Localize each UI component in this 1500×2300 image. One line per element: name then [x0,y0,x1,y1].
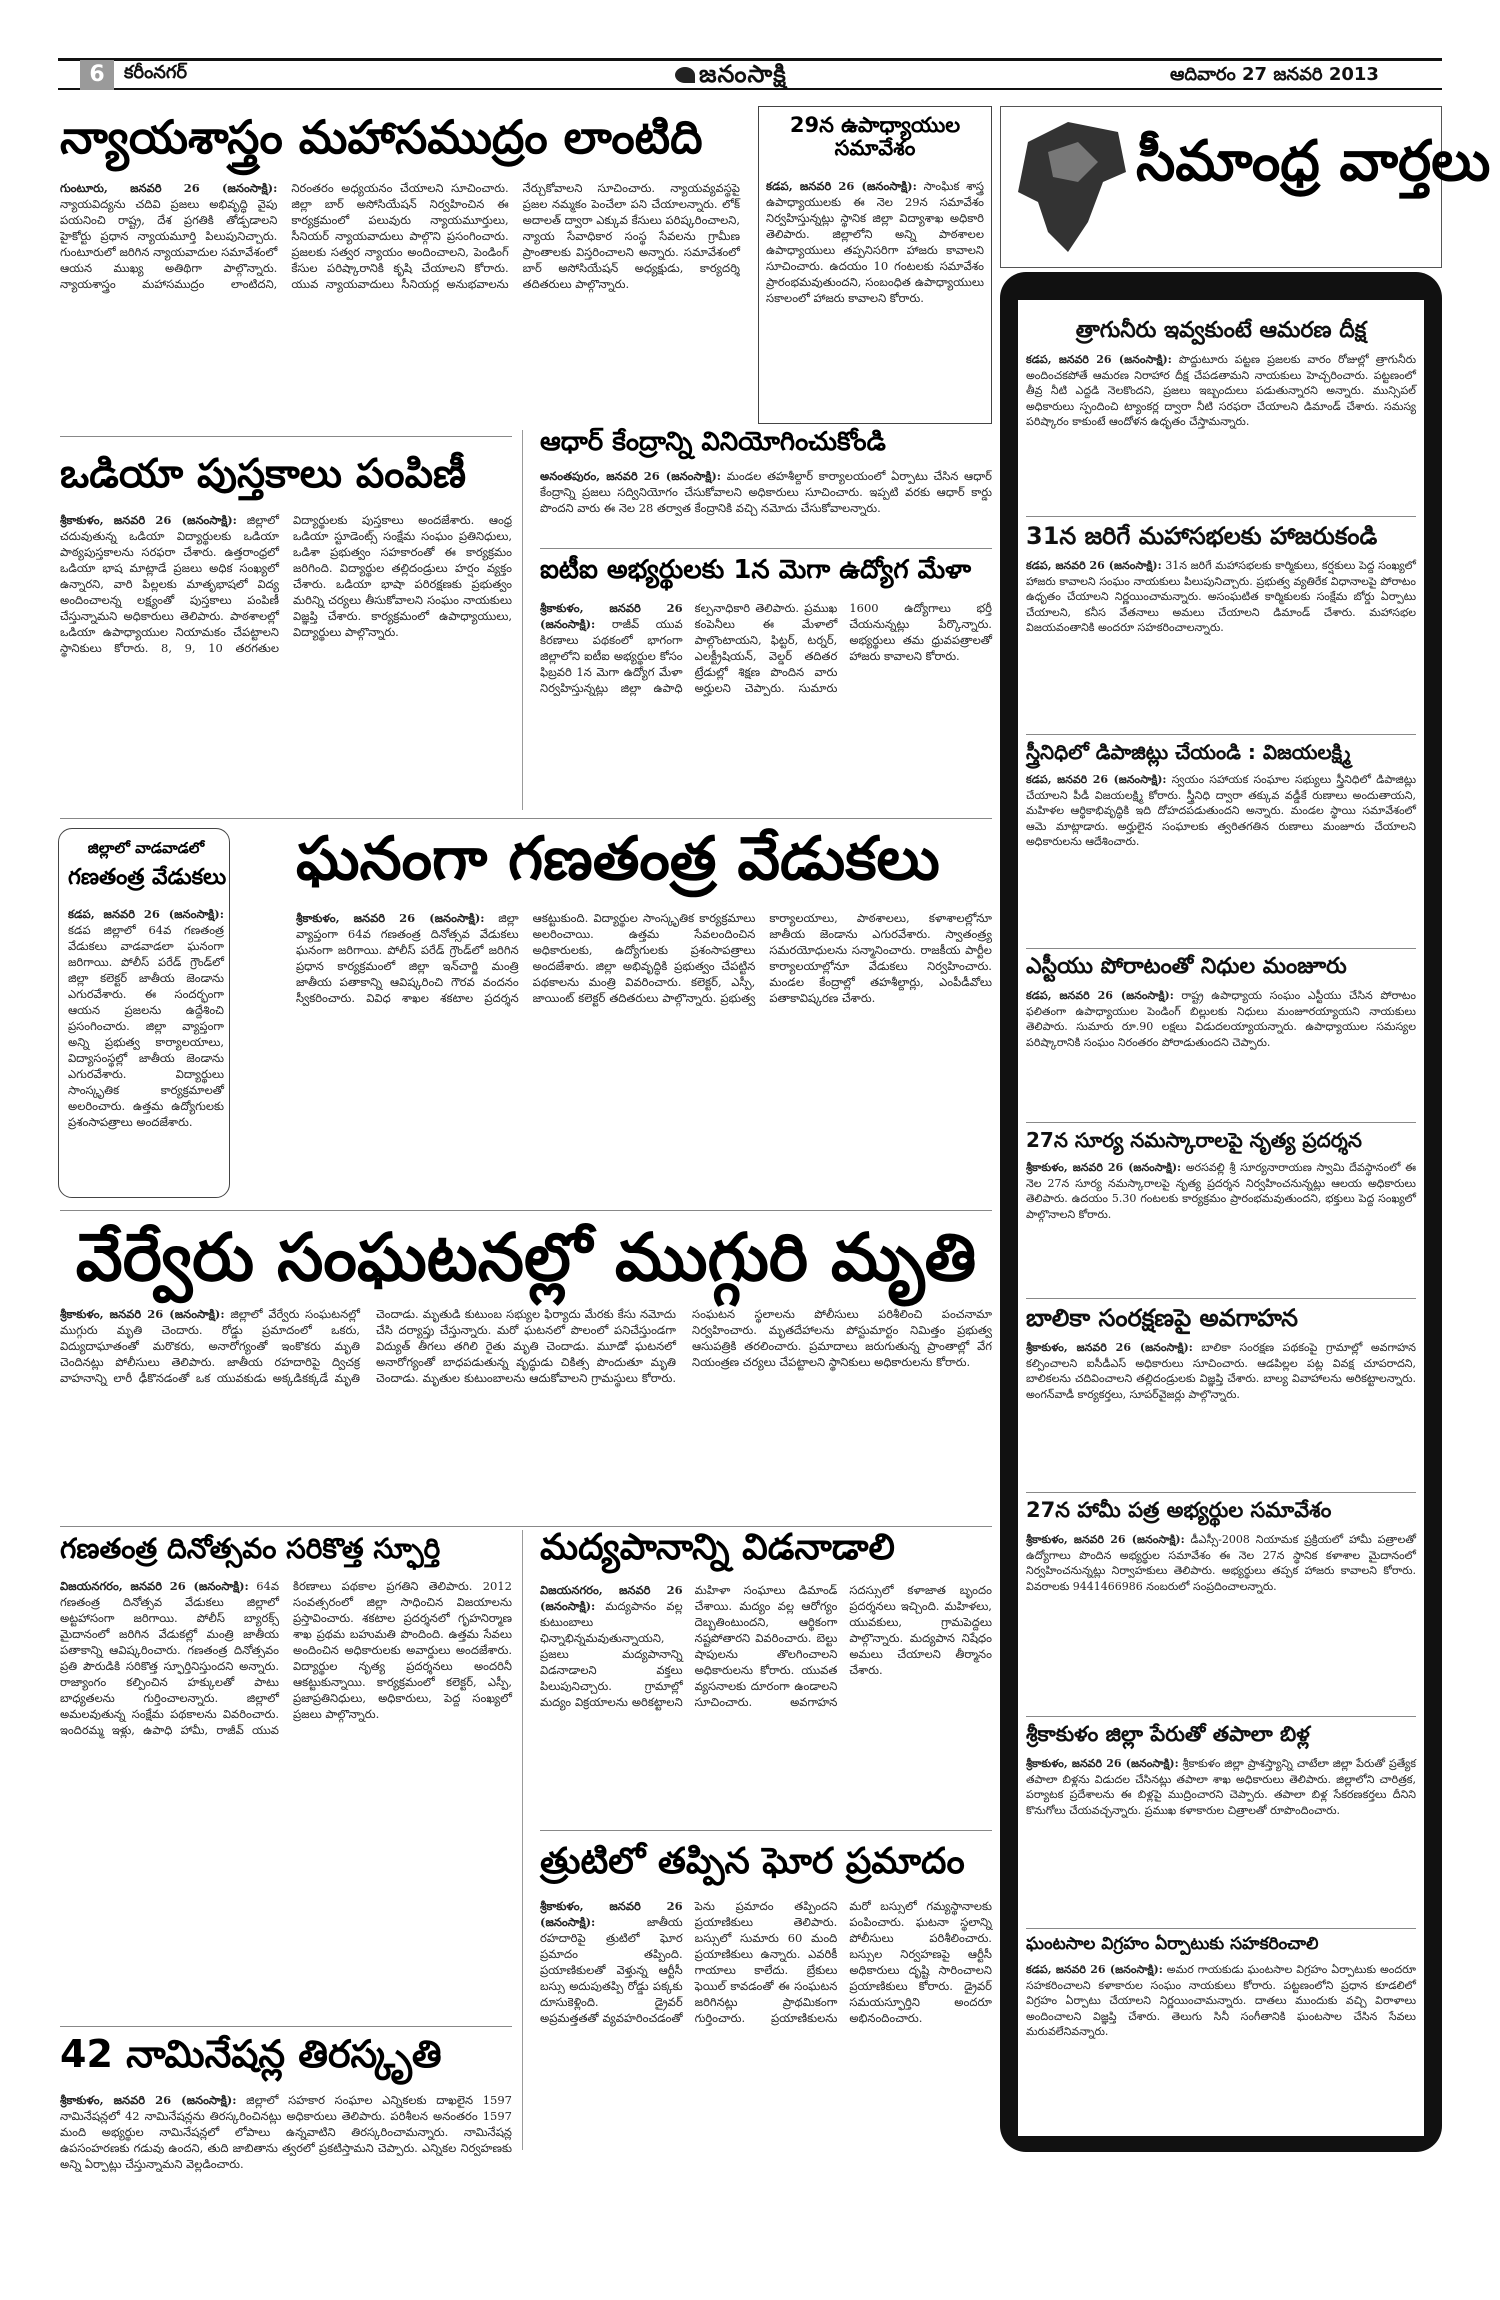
r4-dateline: కడప, జనవరి 26 (జనంసాక్షి): [1026,989,1174,1002]
a9-text: 64వ గణతంత్ర దినోత్సవ వేడుకలు జిల్లాలో అట్టహాసంగా జరిగాయి. పోలీస్ బ్యారక్స్ మైదానంలో జరిగిన వేడుకల్లో మంత్రి జాతీయ పతాకాన్ని ఆవిష్కరించారు. గణతంత్ర దినోత్సవం ప్రతి పౌరుడికి సరికొత్త స్ఫూర్తినిస్తుందని అన్నారు. రాజ్యాంగం కల్పించిన హక్కులతో పాటు బాధ్యతలను గుర్తించాలన్నారు. జిల్లాలో అమలవుతున్న సంక్షేమ పథకాలను వివరించారు. ఇందిరమ్మ ఇళ్లు, ఉపాధి హామీ, రాజీవ్ యువ కిరణాలు పథకాల ప్రగతిని తెలిపారు. 2012 సంవత్సరంలో జిల్లా సాధించిన విజయాలను ప్రస్తావించారు. శకటాల ప్రదర్శనలో గృహనిర్మాణ శాఖ ప్రథమ బహుమతి పొందింది. ఉత్తమ సేవలు అందించిన అధికారులకు అవార్డులు అందజేశారు. విద్యార్థుల నృత్య ప్రదర్శనలు అందరినీ ఆకట్టుకున్నాయి. కార్యక్రమంలో కలెక్టర్, ఎస్పీ, ప్రజాప్రతినిధులు, అధికారులు, పెద్ద సంఖ్యలో ప్రజలు పాల్గొన్నారు. [60,1579,512,1737]
a7-box-title: జిల్లాలో వాడవాడలో [87,839,205,857]
r8-body [1026,1756,1416,1924]
a8-body [60,1306,992,1522]
r8-headline: శ్రీకాకుళం జిల్లా పేరుతో తపాలా బిళ్ల [1026,1722,1310,1746]
a12-headline: 42 నామినేషన్ల తిరస్కృతి [60,2032,442,2076]
edition-name: కరీంనగర్ [124,62,187,83]
r5-body [1026,1160,1416,1292]
a4-body [540,468,992,540]
a11-body [540,1898,992,2150]
r1-headline: త్రాగునీరు ఇవ్వకుంటే ఆమరణ దీక్ష [1075,318,1367,343]
a1-dateline: గుంటూరు, జనవరి 26 (జనంసాక్షి): [60,181,278,195]
r2-headline: 31న జరిగే మహాసభలకు హాజరుకండి [1026,522,1378,550]
a1-headline: న్యాయశాస్త్రం మహాసముద్రం లాంటిది [60,110,703,164]
a10-body [540,1582,992,1822]
a7-dateline: కడప, జనవరి 26 (జనంసాక్షి): [68,907,224,921]
a5-text: రాజీవ్ యువ కిరణాలు పథకంలో భాగంగా జిల్లాలోని ఐటీఐ అభ్యర్థుల కోసం ఫిబ్రవరి 1న మెగా ఉద్యోగ మేళా నిర్వహిస్తున్నట్లు జిల్లా ఉపాధి కల్పనాధికారి తెలిపారు. ప్రముఖ కంపెనీలు ఈ మేళాలో పాల్గొంటాయని, ఫిట్టర్, టర్నర్, ఎలక్ట్రీషియన్, వెల్డర్ తదితర ట్రేడుల్లో శిక్షణ పొందిన వారు అర్హులని చెప్పారు. సుమారు 1600 ఉద్యోగాలు భర్తీ చేయనున్నట్లు పేర్కొన్నారు. అభ్యర్థులు తమ ధ్రువపత్రాలతో హాజరు కావాలని కోరారు. [540,601,992,695]
r3-text: స్వయం సహాయక సంఘాల సభ్యులు స్త్రీనిధిలో డిపాజిట్లు చేయాలని పీడీ విజయలక్ష్మి కోరారు. స్త్రీనిధి ద్వారా తక్కువ వడ్డీకే రుణాలు అందుతాయని, మహిళల ఆర్థికాభివృద్ధికి ఇది దోహదపడుతుందని అన్నారు. మండల స్థాయి సమావేశంలో ఆమె మాట్లాడారు. అర్హులైన సంఘాలకు త్వరితగతిన రుణాలు మంజూరు చేయాలని అధికారులను ఆదేశించారు. [1026,773,1417,848]
r6-body [1026,1340,1416,1488]
logo-icon [675,67,695,83]
r4-text: రాష్ట్ర ఉపాధ్యాయ సంఘం ఎస్టీయు చేసిన పోరాటం ఫలితంగా ఉపాధ్యాయుల పెండింగ్ బిల్లులకు నిధులు మంజూరయ్యాయని నాయకులు తెలిపారు. సుమారు రూ.90 లక్షలు విడుదలయ్యాయన్నారు. ఉపాధ్యాయుల సమస్యల పరిష్కారానికి సంఘం నిరంతరం పోరాడుతుందని చెప్పారు. [1026,989,1416,1049]
a8-dateline: శ్రీకాకుళం, జనవరి 26 (జనంసాక్షి): [60,1307,225,1321]
a6-body [296,910,992,1200]
r6-headline: బాలికా సంరక్షణపై అవగాహన [1026,1304,1299,1332]
a9-body [60,1578,512,2018]
r9-dateline: కడప, జనవరి 26 (జనంసాక్షి): [1026,1963,1163,1976]
a3-dateline: శ్రీకాకుళం, జనవరి 26 (జనంసాక్షి): [60,513,237,527]
divider [1026,1492,1416,1493]
a12-dateline: శ్రీకాకుళం, జనవరి 26 (జనంసాక్షి): [60,2093,237,2107]
a6-dateline: శ్రీకాకుళం, జనవరి 26 (జనంసాక్షి): [296,911,485,925]
a5-body [540,600,992,810]
a10-headline: మద్యపానాన్ని విడనాడాలి [540,1527,895,1568]
r2-text: 31న జరిగే మహాసభలకు కార్మికులు, కర్షకులు పెద్ద సంఖ్యలో హాజరు కావాలని సంఘం నాయకులు పిలుపునిచ్చారు. ప్రభుత్వ వ్యతిరేక విధానాలపై పోరాటం ఉధృతం చేయాలని నిర్ణయించామన్నారు. అసంఘటిత కార్మికులకు సంక్షేమ బోర్డు ఏర్పాటు చేయాలని, కనీస వేతనాలు అమలు చేయాలని డిమాండ్ చేశారు. మహాసభల విజయవంతానికి అందరూ సహకరించాలన్నారు. [1026,559,1417,634]
r3-dateline: కడప, జనవరి 26 (జనంసాక్షి): [1026,773,1167,786]
divider [522,1530,523,2150]
a11-headline: త్రుటిలో తప్పిన ఘోర ప్రమాదం [540,1841,965,1882]
r1-dateline: కడప, జనవరి 26 (జనంసాక్షి): [1026,353,1172,366]
divider [1026,948,1416,949]
r3-body [1026,772,1416,944]
a8-text: జిల్లాలో వేర్వేరు సంఘటనల్లో ముగ్గురు మృతి చెందారు. రోడ్డు ప్రమాదంలో ఒకరు, విద్యుదాఘాతంతో మరొకరు, అనారోగ్యంతో ఇంకొకరు మృతి చెందినట్లు పోలీసులు తెలిపారు. జాతీయ రహదారిపై ద్విచక్ర వాహనాన్ని లారీ ఢీకొనడంతో ఒక యువకుడు అక్కడికక్కడే మృతి చెందాడు. మృతుడి కుటుంబ సభ్యుల ఫిర్యాదు మేరకు కేసు నమోదు చేసి దర్యాప్తు చేస్తున్నారు. మరో ఘటనలో పొలంలో పనిచేస్తుండగా విద్యుత్ తీగలు తగిలి రైతు మృతి చెందాడు. మూడో ఘటనలో అనారోగ్యంతో బాధపడుతున్న వృద్ధుడు చికిత్స పొందుతూ మృతి చెందాడు. మృతుల కుటుంబాలను ఆదుకోవాలని గ్రామస్థులు కోరారు. సంఘటన స్థలాలను పోలీసులు పరిశీలించి పంచనామా నిర్వహించారు. మృతదేహాలను పోస్టుమార్టం నిమిత్తం ప్రభుత్వ ఆసుపత్రికి తరలించారు. ప్రమాదాలు జరుగుతున్న ప్రాంతాల్లో వేగ నియంత్రణ చర్యలు చేపట్టాలని స్థానికులు అధికారులను కోరారు. [60,1307,992,1385]
divider [1026,1716,1416,1717]
r8-text: శ్రీకాకుళం జిల్లా ప్రాశస్త్యాన్ని చాటేలా జిల్లా పేరుతో ప్రత్యేక తపాలా బిళ్లను విడుదల చేసినట్లు తపాలా శాఖ అధికారులు తెలిపారు. జిల్లాలోని చారిత్రక, పర్యాటక ప్రదేశాలను ఈ బిళ్లపై ముద్రించారని చెప్పారు. తపాలా బిళ్ల సేకరణకర్తలు దీనిని కొనుగోలు చేయవచ్చన్నారు. ప్రముఖ కళాకారుల చిత్రాలతో రూపొందించారు. [1026,1757,1416,1817]
a4-dateline: అనంతపురం, జనవరి 26 (జనంసాక్షి): [540,469,722,483]
r5-dateline: శ్రీకాకుళం, జనవరి 26 (జనంసాక్షి): [1026,1161,1182,1174]
a2-headline: 29న ఉపాధ్యాయుల సమావేశం [789,113,961,161]
a1-body [60,180,740,430]
divider [1026,1122,1416,1123]
r9-text: అమర గాయకుడు ఘంటసాల విగ్రహం ఏర్పాటుకు అందరూ సహకరించాలని కళాకారుల సంఘం నాయకులు కోరారు. పట్టణంలోని ప్రధాన కూడలిలో విగ్రహం ఏర్పాటు చేయాలని నిర్ణయించామన్నారు. దాతలు ముందుకు వచ్చి విరాళాలు అందించాలని విజ్ఞప్తి చేశారు. తెలుగు సినీ సంగీతానికి ఘంటసాల చేసిన సేవలు మరువలేనివన్నారు. [1026,1963,1416,2038]
section-title: సీమాంధ్ర వార్తలు [1136,128,1491,194]
a7-text: కడప జిల్లాలో 64వ గణతంత్ర వేడుకలు వాడవాడలా ఘనంగా జరిగాయి. పోలీస్ పరేడ్ గ్రౌండ్‌లో జిల్లా కలెక్టర్ జాతీయ జెండాను ఎగురవేశారు. ఈ సందర్భంగా ఆయన ప్రజలను ఉద్దేశించి ప్రసంగించారు. జిల్లా వ్యాప్తంగా అన్ని ప్రభుత్వ కార్యాలయాలు, విద్యాసంస్థల్లో జాతీయ జెండాను ఎగురవేశారు. విద్యార్థులు సాంస్కృతిక కార్యక్రమాలతో అలరించారు. ఉత్తమ ఉద్యోగులకు ప్రశంసాపత్రాలు అందజేశారు. [68,923,224,1129]
r7-text: డీఎస్సీ-2008 నియామక ప్రక్రియలో హామీ పత్రాలతో ఉద్యోగాలు పొందిన అభ్యర్థుల సమావేశం ఈ నెల 27న స్థానిక కళాశాల మైదానంలో నిర్వహించనున్నట్లు నిర్వాహకులు తెలిపారు. అభ్యర్థులు తప్పక హాజరు కావాలని కోరారు. వివరాలకు 9441466986 నంబరులో సంప్రదించాలన్నారు. [1026,1533,1416,1593]
a7-body [68,906,224,1186]
r2-dateline: కడప, జనవరి 26 (జనంసాక్షి): [1026,559,1162,572]
divider [1026,1298,1416,1299]
a4-headline: ఆధార్ కేంద్రాన్ని వినియోగించుకోండి [540,427,886,457]
a5-headline: ఐటీఐ అభ్యర్థులకు 1న మెగా ఉద్యోగ మేళా [540,555,972,585]
r4-body [1026,988,1416,1118]
andhra-map-icon [1008,112,1134,262]
a2-text: సాంఘిక శాస్త్ర ఉపాధ్యాయులకు ఈ నెల 29న సమావేశం నిర్వహిస్తున్నట్లు స్థానిక జిల్లా విద్యాశాఖ అధికారి తెలిపారు. జిల్లాలోని అన్ని పాఠశాలల ఉపాధ్యాయులు తప్పనిసరిగా హాజరు కావాలని సూచించారు. ఉదయం 10 గంటలకు సమావేశం ప్రారంభమవుతుందని, సంబంధిత ఉపాధ్యాయులు సకాలంలో హాజరు కావాలని కోరారు. [766,179,985,305]
a10-text: మద్యపానం వల్ల కుటుంబాలు ఛిన్నాభిన్నమవుతున్నాయని, ప్రజలు మద్యపానాన్ని విడనాడాలని వక్తలు పిలుపునిచ్చారు. గ్రామాల్లో మద్యం విక్రయాలను అరికట్టాలని మహిళా సంఘాలు డిమాండ్ చేశాయి. మద్యం వల్ల ఆరోగ్యం దెబ్బతింటుందని, ఆర్థికంగా నష్టపోతారని వివరించారు. బెల్టు షాపులను తొలగించాలని అధికారులను కోరారు. యువత వ్యసనాలకు దూరంగా ఉండాలని సూచించారు. అవగాహన సదస్సులో కళాజాత బృందం ప్రదర్శనలు ఇచ్చింది. మహిళలు, యువకులు, గ్రామపెద్దలు పాల్గొన్నారు. మద్యపాన నిషేధం అమలు చేయాలని తీర్మానం చేశారు. [540,1583,992,1709]
a4-text: మండల తహశీల్దార్ కార్యాలయంలో ఏర్పాటు చేసిన ఆధార్ కేంద్రాన్ని ప్రజలు సద్వినియోగం చేసుకోవాలని అధికారులు సూచించారు. ఇప్పటి వరకు ఆధార్ కార్డు పొందని వారు ఈ నెల 28 తర్వాత కేంద్రానికి వచ్చి నమోదు చేసుకోవాలన్నారు. [540,469,993,515]
r6-dateline: శ్రీకాకుళం, జనవరి 26 (జనంసాక్షి): [1026,1341,1193,1354]
r9-headline: ఘంటసాల విగ్రహం ఏర్పాటుకు సహకరించాలి [1026,1934,1319,1954]
newspaper-logo [675,60,787,94]
a1-text: న్యాయవిద్యను చదివి ప్రజలు అభివృద్ధి వైపు పయనించి రాష్ట్ర, దేశ ప్రగతికి తోడ్పడాలని హైకోర్టు ప్రధాన న్యాయమూర్తి పిలుపునిచ్చారు. గుంటూరులో జరిగిన న్యాయవాదుల సమావేశంలో ఆయన ముఖ్య అతిథిగా పాల్గొన్నారు. న్యాయశాస్త్రం మహాసముద్రం లాంటిదని, నిరంతరం అధ్యయనం చేయాలని సూచించారు. జిల్లా బార్ అసోసియేషన్ నిర్వహించిన ఈ కార్యక్రమంలో పలువురు న్యాయమూర్తులు, సీనియర్ న్యాయవాదులు పాల్గొని ప్రసంగించారు. ప్రజలకు సత్వర న్యాయం అందించాలని, పెండింగ్ కేసుల పరిష్కారానికి కృషి చేయాలని కోరారు. యువ న్యాయవాదులు సీనియర్ల అనుభవాలను నేర్చుకోవాలని సూచించారు. న్యాయవ్యవస్థపై ప్రజల నమ్మకం పెంచేలా పని చేయాలన్నారు. లోక్ అదాలత్ ద్వారా ఎక్కువ కేసులు పరిష్కరించాలని, న్యాయ సేవాధికార సంస్థ సేవలను గ్రామీణ ప్రాంతాలకు విస్తరించాలని అన్నారు. సమావేశంలో బార్ అసోసియేషన్ అధ్యక్షుడు, కార్యదర్శి తదితరులు పాల్గొన్నారు. [60,181,740,291]
r7-headline: 27న హామీ పత్ర అభ్యర్థుల సమావేశం [1026,1498,1332,1522]
a3-body [60,512,512,808]
r5-headline: 27న సూర్య నమస్కారాలపై నృత్య ప్రదర్శన [1026,1128,1362,1152]
divider [60,436,512,437]
a8-headline: వేర్వేరు సంఘటనల్లో ముగ్గురి మృతి [75,1219,977,1296]
a2-body [766,178,984,418]
a9-dateline: విజయనగరం, జనవరి 26 (జనంసాక్షి): [60,1579,249,1593]
r7-body [1026,1532,1416,1712]
a6-text: జిల్లా వ్యాప్తంగా 64వ గణతంత్ర దినోత్సవ వేడుకలు ఘనంగా జరిగాయి. పోలీస్ పరేడ్ గ్రౌండ్‌లో జరిగిన ప్రధాన కార్యక్రమంలో జిల్లా ఇన్‌చార్జి మంత్రి జాతీయ పతాకాన్ని ఆవిష్కరించి గౌరవ వందనం స్వీకరించారు. వివిధ శాఖల శకటాల ప్రదర్శన ఆకట్టుకుంది. విద్యార్థుల సాంస్కృతిక కార్యక్రమాలు అలరించాయి. ఉత్తమ సేవలందించిన అధికారులకు, ఉద్యోగులకు ప్రశంసాపత్రాలు అందజేశారు. జిల్లా అభివృద్ధికి ప్రభుత్వం చేపట్టిన పథకాలను మంత్రి వివరించారు. కలెక్టర్, ఎస్పీ, జాయింట్ కలెక్టర్ తదితరులు పాల్గొన్నారు. ప్రభుత్వ కార్యాలయాలు, పాఠశాలలు, కళాశాలల్లోనూ జాతీయ జెండాను ఎగురవేశారు. స్వాతంత్ర్య సమరయోధులను సన్మానించారు. రాజకీయ పార్టీల కార్యాలయాల్లోనూ వేడుకలు నిర్వహించారు. మండల కేంద్రాల్లో తహశీల్దార్లు, ఎంపీడీవోలు పతాకావిష్కరణ చేశారు. [296,911,992,1005]
divider [540,1830,992,1831]
newspaper-name: జనంసాక్షి [699,60,787,88]
divider [60,1210,992,1211]
a6-headline: ఘనంగా గణతంత్ర వేడుకలు [296,824,940,894]
divider [60,818,992,819]
a11-dateline: శ్రీకాకుళం, జనవరి 26 (జనంసాక్షి): [540,1899,683,1929]
r3-headline: స్త్రీనిధిలో డిపాజిట్లు చేయండి : విజయలక్ష్మి [1026,740,1351,764]
r8-dateline: శ్రీకాకుళం, జనవరి 26 (జనంసాక్షి): [1026,1757,1179,1770]
a3-text: జిల్లాలో చదువుతున్న ఒడియా విద్యార్థులకు ఒడియా పాఠ్యపుస్తకాలను సరఫరా చేశారు. ఉత్తరాంధ్రలో ఒడియా భాష మాట్లాడే ప్రజలు అధిక సంఖ్యలో ఉన్నారని, వారి పిల్లలకు మాతృభాషలో విద్య అందించాలన్న లక్ష్యంతో పుస్తకాలు పంపిణీ చేస్తున్నామని అధికారులు తెలిపారు. పాఠశాలల్లో ఒడియా ఉపాధ్యాయుల నియామకం చేపట్టాలని స్థానికులు కోరారు. 8, 9, 10 తరగతుల విద్యార్థులకు పుస్తకాలు అందజేశారు. ఆంధ్ర ఒడియా స్టూడెంట్స్ సంక్షేమ సంఘం ప్రతినిధులు, ఒడిశా ప్రభుత్వం సహకారంతో ఈ కార్యక్రమం జరిగింది. విద్యార్థుల తల్లిదండ్రులు హర్షం వ్యక్తం చేశారు. ఒడియా భాషా పరిరక్షణకు ప్రభుత్వం మరిన్ని చర్యలు తీసుకోవాలని సంఘం నాయకులు విజ్ఞప్తి చేశారు. కార్యక్రమంలో ఉపాధ్యాయులు, విద్యార్థులు పాల్గొన్నారు. [60,513,512,655]
a2-dateline: కడప, జనవరి 26 (జనంసాక్షి): [766,179,917,193]
a12-body [60,2092,513,2171]
divider [1026,516,1416,517]
a5-dateline: శ్రీకాకుళం, జనవరి 26 (జనంసాక్షి): [540,601,683,631]
r6-text: బాలికా సంరక్షణ పథకంపై గ్రామాల్లో అవగాహన కల్పించాలని ఐసీడీఎస్ అధికారులు సూచించారు. ఆడపిల్లల పట్ల వివక్ష చూపరాదని, బాలికలను చదివించాలని తల్లిదండ్రులకు విజ్ఞప్తి చేశారు. బాల్య వివాహాలను అరికట్టాలన్నారు. అంగన్‌వాడీ కార్యకర్తలు, సూపర్‌వైజర్లు పాల్గొన్నారు. [1026,1341,1417,1401]
a9-headline: గణతంత్ర దినోత్సవం సరికొత్త స్ఫూర్తి [60,1532,441,1565]
r9-body [1026,1962,1416,2128]
r1-body [1026,352,1416,510]
a10-dateline: విజయనగరం, జనవరి 26 (జనంసాక్షి): [540,1583,683,1613]
r5-text: అరసవల్లి శ్రీ సూర్యనారాయణ స్వామి దేవస్థానంలో ఈ నెల 27న సూర్య నమస్కారాలపై నృత్య ప్రదర్శన నిర్వహించనున్నట్లు ఆలయ అధికారులు తెలిపారు. ఉదయం 5.30 గంటలకు కార్యక్రమం ప్రారంభమవుతుందని, భక్తులు పెద్ద సంఖ్యలో పాల్గొనాలని కోరారు. [1026,1161,1417,1221]
r2-body [1026,558,1416,730]
r1-text: పొద్దుటూరు పట్టణ ప్రజలకు వారం రోజుల్లో త్రాగునీరు అందించకపోతే ఆమరణ నిరాహార దీక్ష చేపడతామని నాయకులు హెచ్చరించారు. పట్టణంలో తీవ్ర నీటి ఎద్దడి నెలకొందని, ప్రజలు ఇబ్బందులు పడుతున్నారని అన్నారు. మున్సిపల్ అధికారులు స్పందించి ట్యాంకర్ల ద్వారా నీటి సరఫరా చేయాలని డిమాండ్ చేశారు. సమస్య పరిష్కారం కాకుంటే ఆందోళన ఉధృతం చేస్తామన్నారు. [1026,353,1417,428]
divider [60,2026,512,2027]
page-number: 6 [80,60,114,90]
divider [1026,1928,1416,1929]
a7-headline: గణతంత్ర వేడుకలు [68,865,227,890]
issue-date: ఆదివారం 27 జనవరి 2013 [1170,64,1379,85]
a11-text: జాతీయ రహదారిపై త్రుటిలో ఘోర ప్రమాదం తప్పింది. ప్రయాణికులతో వెళ్తున్న ఆర్టీసీ బస్సు అదుపుతప్పి రోడ్డు పక్కకు దూసుకెళ్లింది. డ్రైవర్ అప్రమత్తతతో వ్యవహరించడంతో పెను ప్రమాదం తప్పిందని ప్రయాణికులు తెలిపారు. బస్సులో సుమారు 60 మంది ప్రయాణికులు ఉన్నారు. ఎవరికీ గాయాలు కాలేదు. బ్రేకులు ఫెయిల్ కావడంతో ఈ సంఘటన జరిగినట్లు ప్రాథమికంగా గుర్తించారు. ప్రయాణికులను మరో బస్సులో గమ్యస్థానాలకు పంపించారు. ఘటనా స్థలాన్ని పోలీసులు పరిశీలించారు. బస్సుల నిర్వహణపై ఆర్టీసీ అధికారులు దృష్టి సారించాలని ప్రయాణికులు కోరారు. డ్రైవర్ సమయస్ఫూర్తిని అందరూ అభినందించారు. [540,1899,992,2025]
r7-dateline: శ్రీకాకుళం, జనవరి 26 (జనంసాక్షి): [1026,1533,1185,1546]
a3-headline: ఒడియా పుస్తకాలు పంపిణీ [60,451,467,497]
divider [540,548,992,549]
divider [522,430,523,810]
divider [1026,734,1416,735]
a12-text: జిల్లాలో సహకార సంఘాల ఎన్నికలకు దాఖలైన 1597 నామినేషన్లలో 42 నామినేషన్లను తిరస్కరించినట్లు అధికారులు తెలిపారు. పరిశీలన అనంతరం 1597 మంది అభ్యర్థుల నామినేషన్లలో లోపాలు ఉన్నవాటిని తిరస్కరించామన్నారు. నామినేషన్ల ఉపసంహరణకు గడువు ఉందని, తుది జాబితాను త్వరలో ప్రకటిస్తామని చెప్పారు. ఎన్నికల నిర్వహణకు అన్ని ఏర్పాట్లు చేస్తున్నామని వెల్లడించారు. [60,2093,513,2171]
r4-headline: ఎస్టీయు పోరాటంతో నిధుల మంజూరు [1026,954,1347,979]
